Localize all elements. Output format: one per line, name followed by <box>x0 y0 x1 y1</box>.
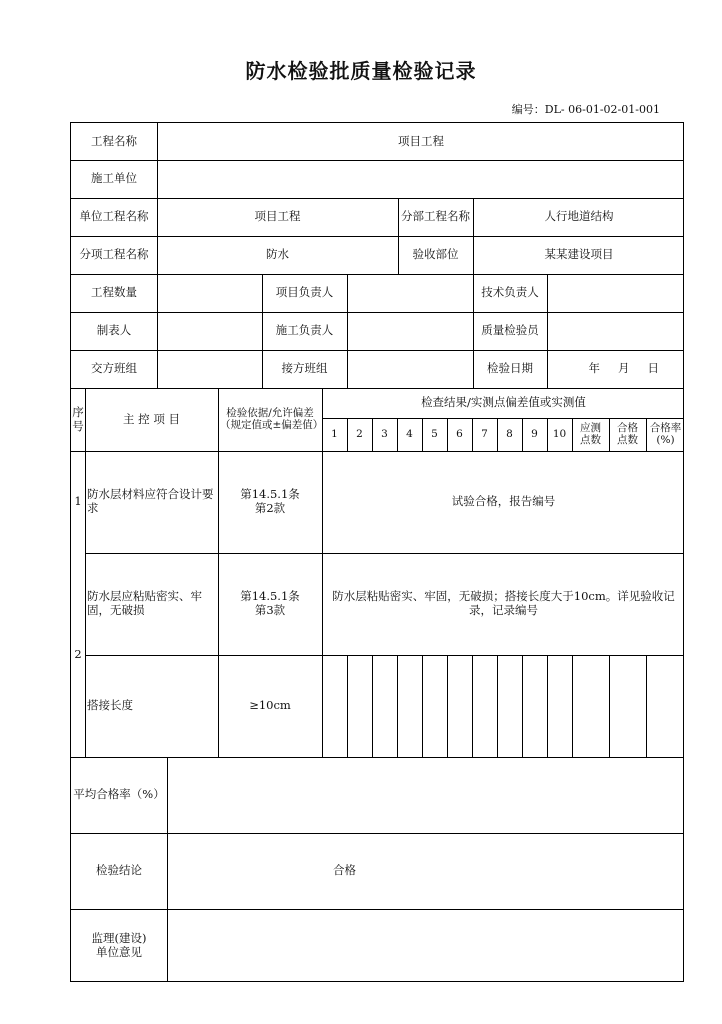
seq-header: 序号 <box>72 404 84 433</box>
results-header: 检查结果/实测点偏差值或实测值 <box>421 395 586 410</box>
construction-lead-label: 施工负责人 <box>275 323 334 338</box>
col-divider <box>497 655 498 757</box>
point-number: 7 <box>481 428 488 441</box>
qc-inspector-label: 质量检验员 <box>481 323 539 338</box>
col-divider <box>572 655 573 757</box>
row-number: 2 <box>74 647 82 662</box>
qualified-points-header: 合格点数 <box>617 422 638 446</box>
tabulator-label: 制表人 <box>96 323 132 338</box>
tech-lead-label: 技术负责人 <box>481 285 539 300</box>
quantity-label: 工程数量 <box>91 285 137 300</box>
location-value: 某某建设项目 <box>544 247 614 262</box>
date-day: 日 <box>647 361 659 376</box>
point-number: 6 <box>456 428 463 441</box>
conclusion-label: 检验结论 <box>96 863 142 878</box>
inspection-date-value <box>547 350 684 388</box>
receiving-team-label: 接方班组 <box>281 361 328 376</box>
division-value: 人行地道结构 <box>544 209 614 224</box>
col-divider <box>447 655 448 757</box>
point-number: 10 <box>552 428 567 441</box>
row-divider <box>71 274 684 275</box>
avg-pass-rate-label: 平均合格率（%） <box>73 787 165 802</box>
subitem-label: 分项工程名称 <box>79 247 149 262</box>
point-number: 5 <box>431 428 438 441</box>
project-name-value: 项目工程 <box>398 133 444 148</box>
item-description: 搭接长度 <box>87 698 133 713</box>
point-number: 3 <box>381 428 388 441</box>
date-month: 月 <box>618 361 630 376</box>
row-divider <box>71 312 684 313</box>
inspection-date-label: 检验日期 <box>487 361 533 376</box>
point-number: 9 <box>531 428 538 441</box>
measured-points-header: 应测点数 <box>580 422 601 446</box>
item-description: 防水层材料应符合设计要求 <box>87 487 214 515</box>
col-divider <box>422 655 423 757</box>
contractor-label: 施工单位 <box>91 171 137 186</box>
unit-project-label: 单位工程名称 <box>79 209 149 224</box>
contractor-value <box>157 160 684 198</box>
subitem-value: 防水 <box>266 247 289 262</box>
conclusion-value: 合格 <box>333 863 356 878</box>
unit-project-value: 项目工程 <box>254 209 301 224</box>
inspection-record-table <box>70 122 684 982</box>
project-name-label: 工程名称 <box>91 133 137 148</box>
main-items-header: 主 控 项 目 <box>123 411 180 426</box>
basis-header: 检验依据/允许偏差（规定值或±偏差值） <box>220 406 324 431</box>
date-year: 年 <box>588 361 600 376</box>
project-lead-label: 项目负责人 <box>275 285 334 300</box>
location-label: 验收部位 <box>412 247 459 262</box>
item-result: 防水层粘贴密实、牢固，无破损；搭接长度大于10cm。详见验收记录，记录编号 <box>332 589 675 617</box>
avg-pass-rate-value <box>167 757 684 833</box>
document-title: 防水检验批质量检验记录 <box>245 59 477 83</box>
item-basis: ≥10cm <box>249 698 291 713</box>
row-number: 1 <box>74 494 82 509</box>
supervisor-label: 监理(建设)单位意见 <box>91 931 147 959</box>
col-divider <box>372 655 373 757</box>
pass-rate-header: 合格率(%) <box>649 422 682 446</box>
document-code: 编号：DL- 06-01-02-01-001 <box>511 103 660 116</box>
col-divider <box>522 655 523 757</box>
item-basis: 第14.5.1条第2款 <box>240 487 300 515</box>
point-number: 2 <box>356 428 363 441</box>
division-label: 分部工程名称 <box>401 209 470 224</box>
point-number: 4 <box>406 428 413 441</box>
point-number: 8 <box>506 428 513 441</box>
col-divider <box>397 655 398 757</box>
col-divider <box>347 274 348 388</box>
col-divider <box>609 655 610 757</box>
item-description: 防水层应粘贴密实、牢固，无破损 <box>87 589 202 617</box>
col-divider <box>646 655 647 757</box>
handover-team-label: 交方班组 <box>91 361 137 376</box>
col-divider <box>347 655 348 757</box>
col-divider <box>472 655 473 757</box>
item-basis: 第14.5.1条第3款 <box>240 589 300 617</box>
item-result: 试验合格，报告编号 <box>451 494 556 509</box>
col-divider <box>547 655 548 757</box>
supervisor-value <box>167 909 684 982</box>
point-number: 1 <box>331 428 338 441</box>
